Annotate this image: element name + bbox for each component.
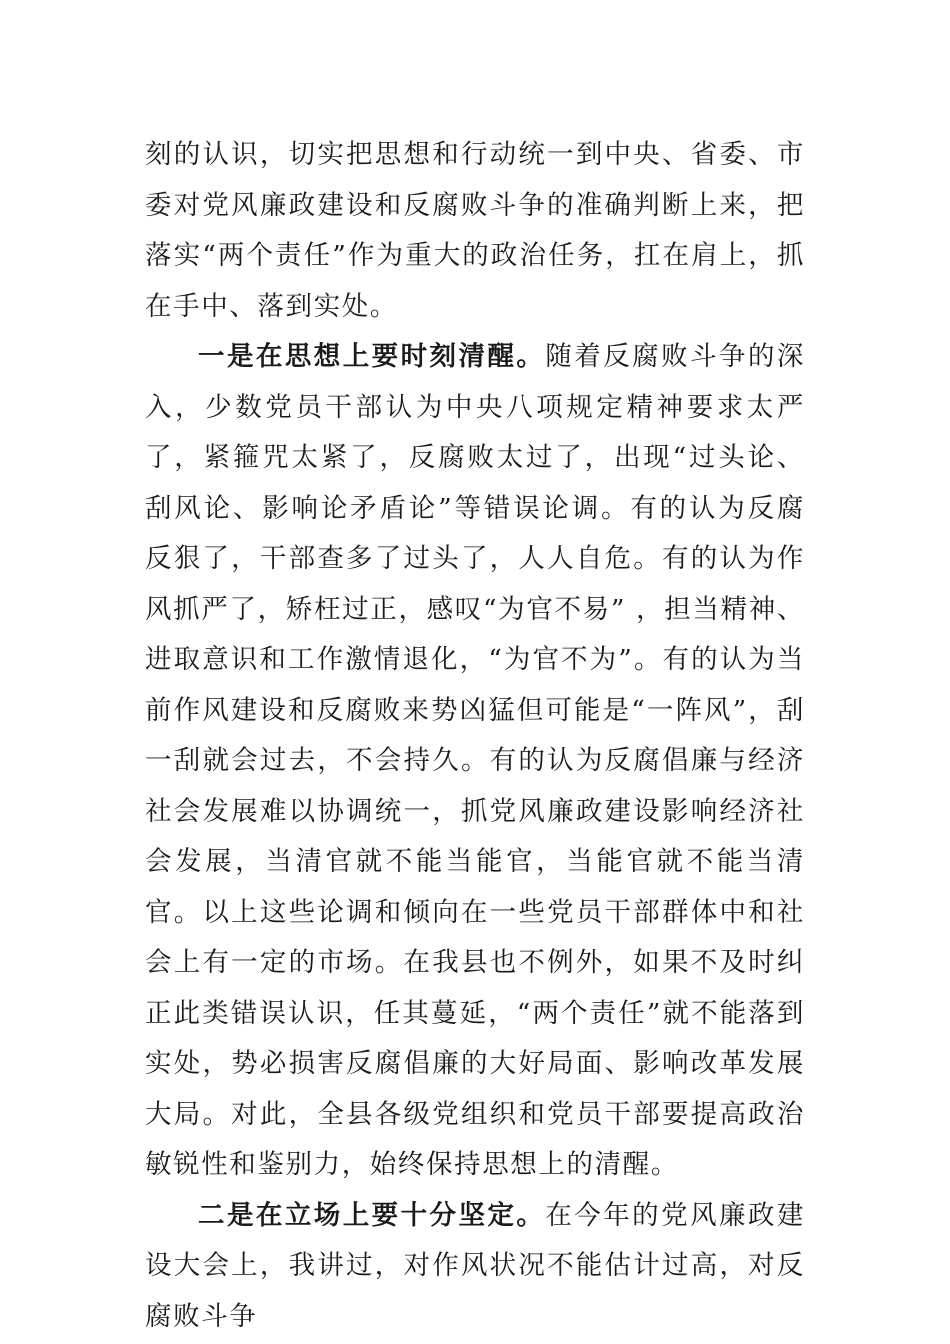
paragraph-point-two — [145, 1191, 805, 1343]
paragraph-lead-heading: 一是在思想上要时刻清醒。 — [198, 341, 546, 372]
paragraph-text: 随着反腐败斗争的深入，少数党员干部认为中央八项规定精神要求太严了，紧箍咒太紧了，反腐败太过了，出现“过头论、刮风论、影响论矛盾论”等错误论调。有的认为反腐反狠了，干部查多了过头了，人人自危。有的认为作风抓严了，矫枉过正，感叹“为官不易” ，担当精神、进取意识和工作激情退化，“为官不为”。有的认为当前作风建设和反腐败来势凶猛但可能是“一阵风”，刮一刮就会过去，不会持久。有的认为反腐倡廉与经济社会发展难以协调统一，抓党风廉政建设影响经济社会发展，当清官就不能当能官，当能官就不能当清官。以上这些论调和倾向在一些党员干部群体中和社会上有一定的市场。在我县也不例外，如果不及时纠正此类错误认识，任其蔓延，“两个责任”就不能落到实处，势必损害反腐倡廉的大好局面、影响改革发展大局。对此，全县各级党组织和党员干部要提高政治敏锐性和鉴别力，始终保持思想上的清醒。 — [145, 341, 805, 1180]
paragraph-point-one — [145, 332, 805, 1191]
paragraph-text: 在今年的党风廉政建设大会上，我讲过，对作风状况不能估计过高，对反腐败斗争 — [145, 1199, 805, 1332]
paragraph-continuation — [145, 130, 805, 332]
paragraph-lead-heading: 二是在立场上要十分坚定。 — [198, 1199, 546, 1231]
document-body — [145, 130, 805, 1342]
paragraph-text: 刻的认识，切实把思想和行动统一到中央、省委、市委对党风廉政建设和反腐败斗争的准确判断上来，把落实“两个责任”作为重大的政治任务，扛在肩上，抓在手中、落到实处。 — [145, 139, 805, 322]
